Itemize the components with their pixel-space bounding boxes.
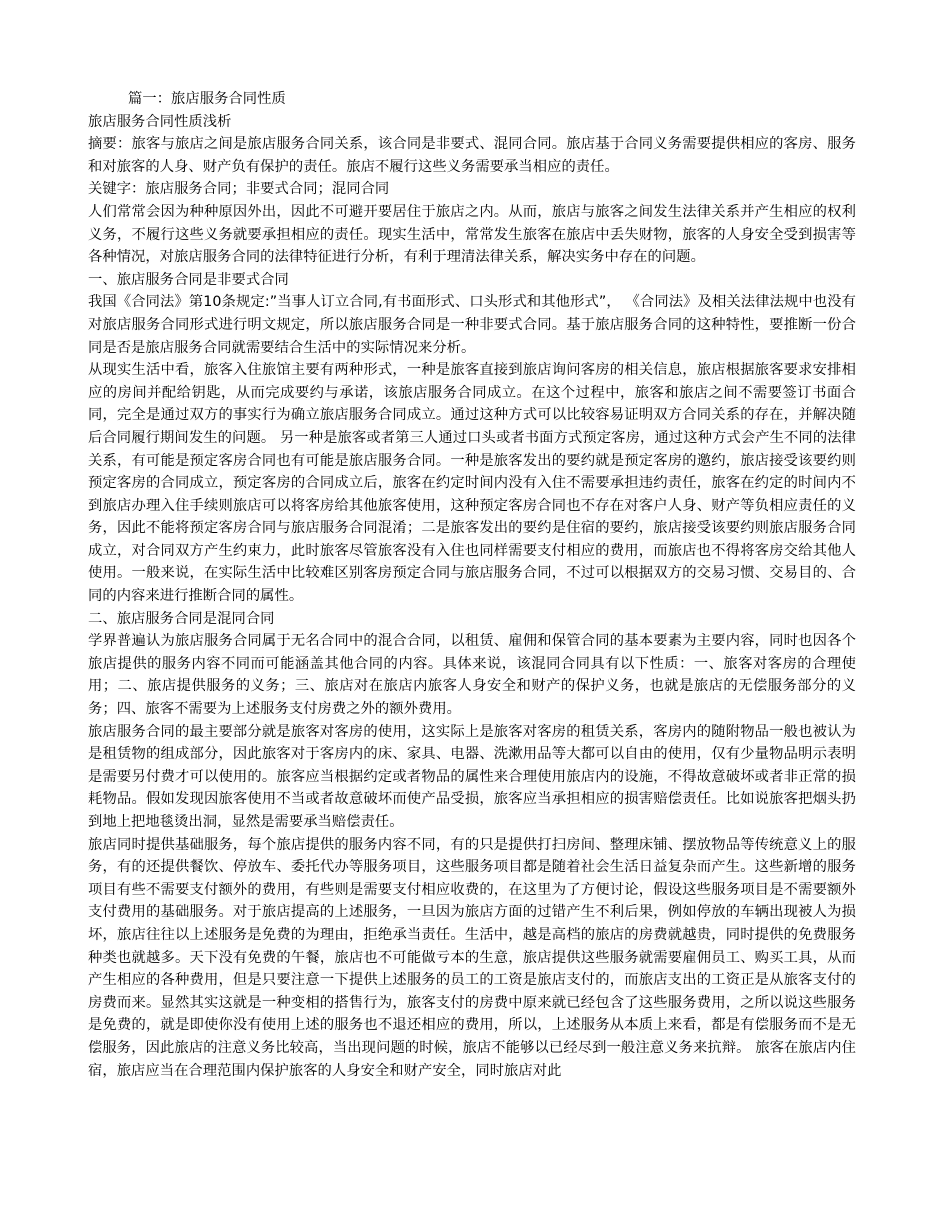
section-2-heading: 二、旅店服务合同是混同合同: [88, 610, 275, 627]
abstract-paragraph: 摘要：旅客与旅店之间是旅店服务合同关系，该合同是非要式、混同合同。旅店基于合同义务需要提供相应的客房、服务和对旅客的人身、财产负有保护的责任。旅店不履行这些义务需要承当相应的责任。: [88, 136, 856, 175]
part-title: 篇一：旅店服务合同性质: [128, 91, 286, 107]
section-2-paragraph-2: 旅店服务合同的最主要部分就是旅客对客房的使用，这实际上是旅客对客房的租赁关系，客房内的随附物品一般也被认为是租赁物的组成部分，因此旅客对于客房内的床、家具、电器、洗漱用品等大都可以自由的使用，仅有少量物品明示表明是需要另付费才可以使用的。旅客应当根据约定或者物品的属性来合理使用旅店内的设施，不得故意破坏或者非正常的损耗物品。假如发现因旅客使用不当或者故意破坏而使产品受损，旅客应当承担相应的损害赔偿责任。比如说旅客把烟头扔到地上把地毯烫出洞，显然是需要承当赔偿责任。: [88, 723, 856, 830]
document-title: 旅店服务合同性质浅析: [88, 113, 232, 130]
intro-paragraph: 人们常常会因为种种原因外出，因此不可避开要居住于旅店之内。从而，旅店与旅客之间发生法律关系并产生相应的权利义务，不履行这些义务就要承担相应的责任。现实生活中，常常发生旅客在旅店中丢失财物，旅客的人身安全受到损害等各种情况，对旅店服务合同的法律特征进行分析，有利于理清法律关系，解决实务中存在的问题。: [88, 203, 856, 266]
section-2-paragraph-1: 学界普遍认为旅店服务合同属于无名合同中的混合合同，以租赁、雇佣和保管合同的基本要素为主要内容，同时也因各个旅店提供的服务内容不同而可能涵盖其他合同的内容。具体来说，该混同合同具有以下性质：一、旅客对客房的合理使用；二、旅店提供服务的义务；三、旅店对在旅店内旅客人身安全和财产的保护义务，也就是旅店的无偿服务部分的义务；四、旅客不需要为上述服务支付房费之外的额外费用。: [88, 633, 856, 718]
section-1-paragraph-2: 从现实生活中看，旅客入住旅馆主要有两种形式，一种是旅客直接到旅店询问客房的相关信息，旅店根据旅客要求安排相应的房间并配给钥匙，从而完成要约与承诺，该旅店服务合同成立。在这个过程中，旅客和旅店之间不需要签订书面合同，完全是通过双方的事实行为确立旅店服务合同成立。通过这种方式可以比较容易证明双方合同关系的存在，并解决随后合同履行期间发生的问题。 另一种是旅客或者第三人通过口头或者书面方式预定客房，通过这种方式会产生不同的法律关系，有可能是预定客房合同也有可能是旅店服务合同。一种是旅客发出的要约就是预定客房的邀约，旅店接受该要约则预定客房的合同成立，预定客房的合同成立后，旅客在约定时间内没有入住不需要承担违约责任，旅客在约定的时间内不到旅店办理入住手续则旅店可以将客房给其他旅客使用，这种预定客房合同也不存在对客户人身、财产等负相应责任的义务，因此不能将预定客房合同与旅店服务合同混淆；二是旅客发出的要约是住宿的要约，旅店接受该要约则旅店服务合同成立，对合同双方产生约束力，此时旅客尽管旅客没有入住也同样需要支付相应的费用，而旅店也不得将客房交给其他人使用。一般来说，在实际生活中比较难区别客房预定合同与旅店服务合同，不过可以根据双方的交易习惯、交易目的、合同的内容来进行推断合同的属性。: [88, 362, 856, 605]
section-1-heading: 一、旅店服务合同是非要式合同: [88, 271, 289, 288]
keywords-line: 关键字：旅店服务合同；非要式合同；混同合同: [88, 181, 390, 198]
section-2-paragraph-3: 旅店同时提供基础服务，每个旅店提供的服务内容不同，有的只是提供打扫房间、整理床铺、摆放物品等传统意义上的服务，有的还提供餐饮、停放车、委托代办等服务项目，这些服务项目都是随着社会生活日益复杂而产生。这些新增的服务项目有些不需要支付额外的费用，有些则是需要支付相应收费的，在这里为了方便讨论，假设这些服务项目是不需要额外支付费用的基础服务。对于旅店提高的上述服务，一旦因为旅店方面的过错产生不利后果，例如停放的车辆出现被人为损坏，旅店往往以上述服务是免费的为理由，拒绝承当责任。生活中，越是高档的旅店的房费就越贵，同时提供的免费服务种类也就越多。天下没有免费的午餐，旅店也不可能做亏本的生意，旅店提供这些服务就需要雇佣员工、购买工具，从而产生相应的各种费用，但是只要注意一下提供上述服务的员工的工资是旅店支付的，而旅店支出的工资正是从旅客支付的房费而来。显然其实这就是一种变相的搭售行为，旅客支付的房费中原来就已经包含了这些服务费用，之所以说这些服务是免费的，就是即使你没有使用上述的服务也不退还相应的费用，所以，上述服务从本质上来看，都是有偿服务而不是无偿服务，因此旅店的注意义务比较高，当出现问题的时候，旅店不能够以已经尽到一般注意义务来抗辩。 旅客在旅店内住宿，旅店应当在合理范围内保护旅客的人身安全和财产安全，同时旅店对此: [88, 836, 856, 1079]
section-1-paragraph-1: 我国《合同法》第10条规定:”当事人订立合同,有书面形式、口头形式和其他形式”， 《合同法》及相关法律法规中也没有对旅店服务合同形式进行明文规定，所以旅店服务合同是一种非要式合同。基于旅店服务合同的这种特性，要推断一份合同是否是旅店服务合同就需要结合生活中的实际情况来分析。: [88, 294, 856, 356]
